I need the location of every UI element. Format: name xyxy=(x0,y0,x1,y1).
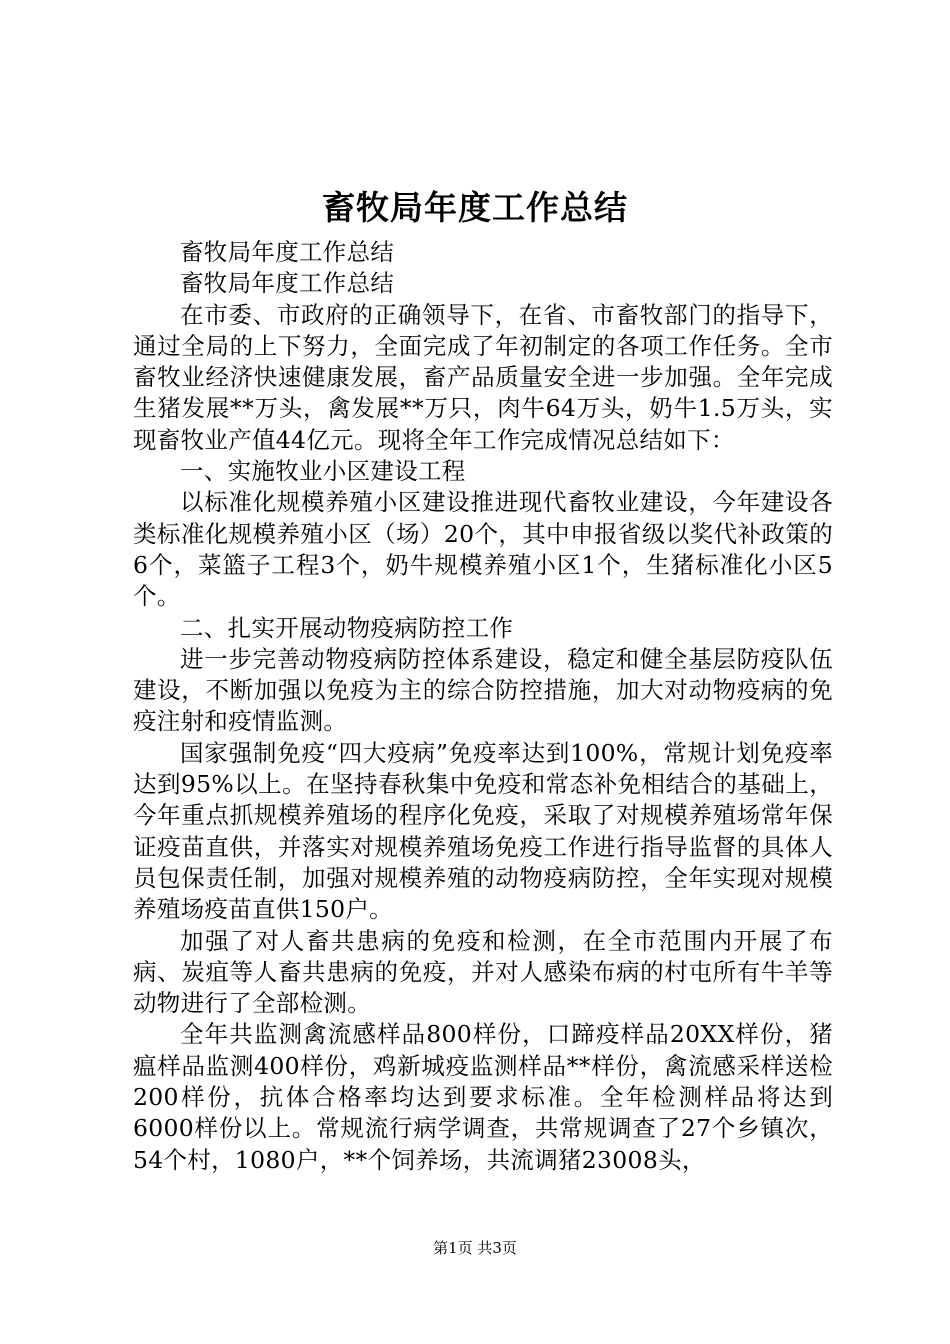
document-title: 畜牧局年度工作总结 xyxy=(322,188,628,227)
paragraph-disease-control: 进一步完善动物疫病防控体系建设，稳定和健全基层防疫队伍建设，不断加强以免疫为主的综合防控措施，加大对动物疫病的免疫注射和疫情监测。 xyxy=(133,644,833,736)
paragraph-heading-repeat-1: 畜牧局年度工作总结 xyxy=(180,238,395,266)
paragraph-zoonosis: 加强了对人畜共患病的免疫和检测，在全市范围内开展了布病、炭疽等人畜共患病的免疫，并对人感染布病的村屯所有牛羊等动物进行了全部检测。 xyxy=(133,926,833,1018)
paragraph-intro: 在市委、市政府的正确领导下，在省、市畜牧部门的指导下，通过全局的上下努力，全面完成了年初制定的各项工作任务。全市畜牧业经济快速健康发展，畜产品质量安全进一步加强。全年完成生猪发展**万头，禽发展**万只，肉牛64万头，奶牛1.5万头，实现畜牧业产值44亿元。现将全年工作完成情况总结如下： xyxy=(133,300,833,454)
paragraph-monitoring: 全年共监测禽流感样品800样份，口蹄疫样品20XX样份，猪瘟样品监测400样份，鸡新城疫监测样品**样份，禽流感采样送检200样份，抗体合格率均达到要求标准。全年检测样品将达到6000样份以上。常规流行病学调查，共常规调查了27个乡镇次，54个村，1080户，**个饲养场，共流调猪23008头， xyxy=(133,1020,833,1174)
document-body xyxy=(133,237,833,1176)
paragraph-section-1: 以标准化规模养殖小区建设推进现代畜牧业建设，今年建设各类标准化规模养殖小区（场）20个，其中申报省级以奖代补政策的6个，菜篮子工程3个，奶牛规模养殖小区1个，生猪标准化小区5个。 xyxy=(133,488,833,611)
section-heading-1: 一、实施牧业小区建设工程 xyxy=(180,457,466,486)
section-heading-2: 二、扎实开展动物疫病防控工作 xyxy=(180,613,514,642)
page-footer: 第1页 共3页 xyxy=(433,1239,517,1257)
paragraph-heading-repeat-2: 畜牧局年度工作总结 xyxy=(180,269,395,298)
paragraph-immunization: 国家强制免疫“四大疫病”免疫率达到100%，常规计划免疫率达到95%以上。在坚持春秋集中免疫和常态补免相结合的基础上，今年重点抓规模养殖场的程序化免疫，采取了对规模养殖场常年保证疫苗直供，并落实对规模养殖场免疫工作进行指导监督的具体人员包保责任制，加强对规模养殖的动物疫病防控，全年实现对规模养殖场疫苗直供150户。 xyxy=(133,738,833,924)
